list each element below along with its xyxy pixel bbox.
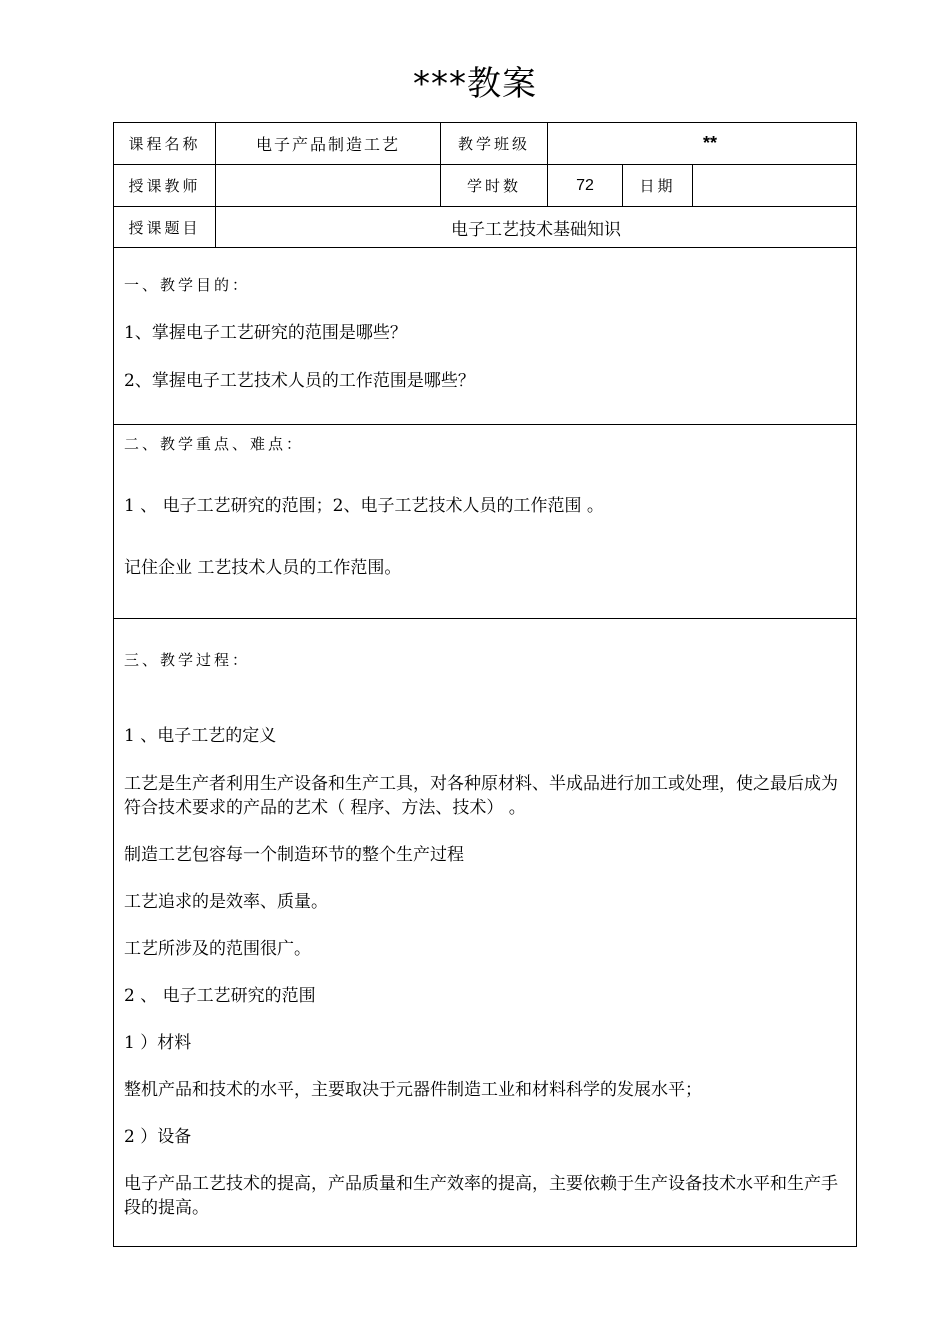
section1-item: 2、掌握电子工艺技术人员的工作范围是哪些？ <box>124 371 475 391</box>
section3-paragraph: 1 、电子工艺的定义 <box>124 726 277 746</box>
course-name-value: 电子产品制造工艺 <box>216 123 441 165</box>
lesson-plan-table <box>113 122 857 1247</box>
section2-item: 1 、 电子工艺研究的范围；2、电子工艺技术人员的工作范围 。 <box>124 496 604 516</box>
row-teacher <box>114 165 857 207</box>
section3-paragraph: 工艺追求的是效率、质量。 <box>124 892 328 912</box>
section3-paragraph: 电子产品工艺技术的提高，产品质量和生产效率的提高，主要依赖于生产设备技术水平和生产手段的提高。 <box>124 1174 838 1218</box>
course-name-label: 课程名称 <box>114 123 216 165</box>
section3-paragraph: 2 、 电子工艺研究的范围 <box>124 986 316 1006</box>
section3-paragraph: 工艺是生产者利用生产设备和生产工具，对各种原材料、半成品进行加工或处理，使之最后成为符合技术要求的产品的艺术（ 程序、方法、技术） 。 <box>124 774 838 818</box>
teacher-label: 授课教师 <box>114 165 216 207</box>
row-course <box>114 123 857 165</box>
date-label: 日期 <box>623 165 693 207</box>
section-teaching-objectives <box>114 248 857 425</box>
section3-paragraph: 1 ）材料 <box>124 1033 192 1053</box>
section3-paragraph: 工艺所涉及的范围很广。 <box>124 939 311 959</box>
section3-paragraph: 2 ）设备 <box>124 1127 192 1147</box>
class-label: 教学班级 <box>441 123 548 165</box>
topic-label: 授课题目 <box>114 207 216 248</box>
class-value: ** <box>548 123 857 165</box>
section2-heading: 二、教学重点、难点： <box>124 435 305 453</box>
section3-paragraph: 整机产品和技术的水平，主要取决于元器件制造工业和材料科学的发展水平； <box>124 1080 702 1100</box>
row-topic <box>114 207 857 248</box>
date-value <box>693 165 857 207</box>
section-teaching-process <box>114 619 857 1247</box>
section1-heading: 一、教学目的： <box>124 276 251 294</box>
page-title: ***教案 <box>413 64 537 104</box>
section2-item: 记住企业 工艺技术人员的工作范围。 <box>124 558 402 578</box>
teacher-value <box>216 165 441 207</box>
section3-heading: 三、教学过程： <box>124 651 251 669</box>
topic-value: 电子工艺技术基础知识 <box>216 207 857 248</box>
hours-value: 72 <box>548 165 623 207</box>
section-key-points <box>114 425 857 619</box>
section1-item: 1、掌握电子工艺研究的范围是哪些？ <box>124 323 407 343</box>
hours-label: 学时数 <box>441 165 548 207</box>
section3-paragraph: 制造工艺包容每一个制造环节的整个生产过程 <box>124 845 464 865</box>
